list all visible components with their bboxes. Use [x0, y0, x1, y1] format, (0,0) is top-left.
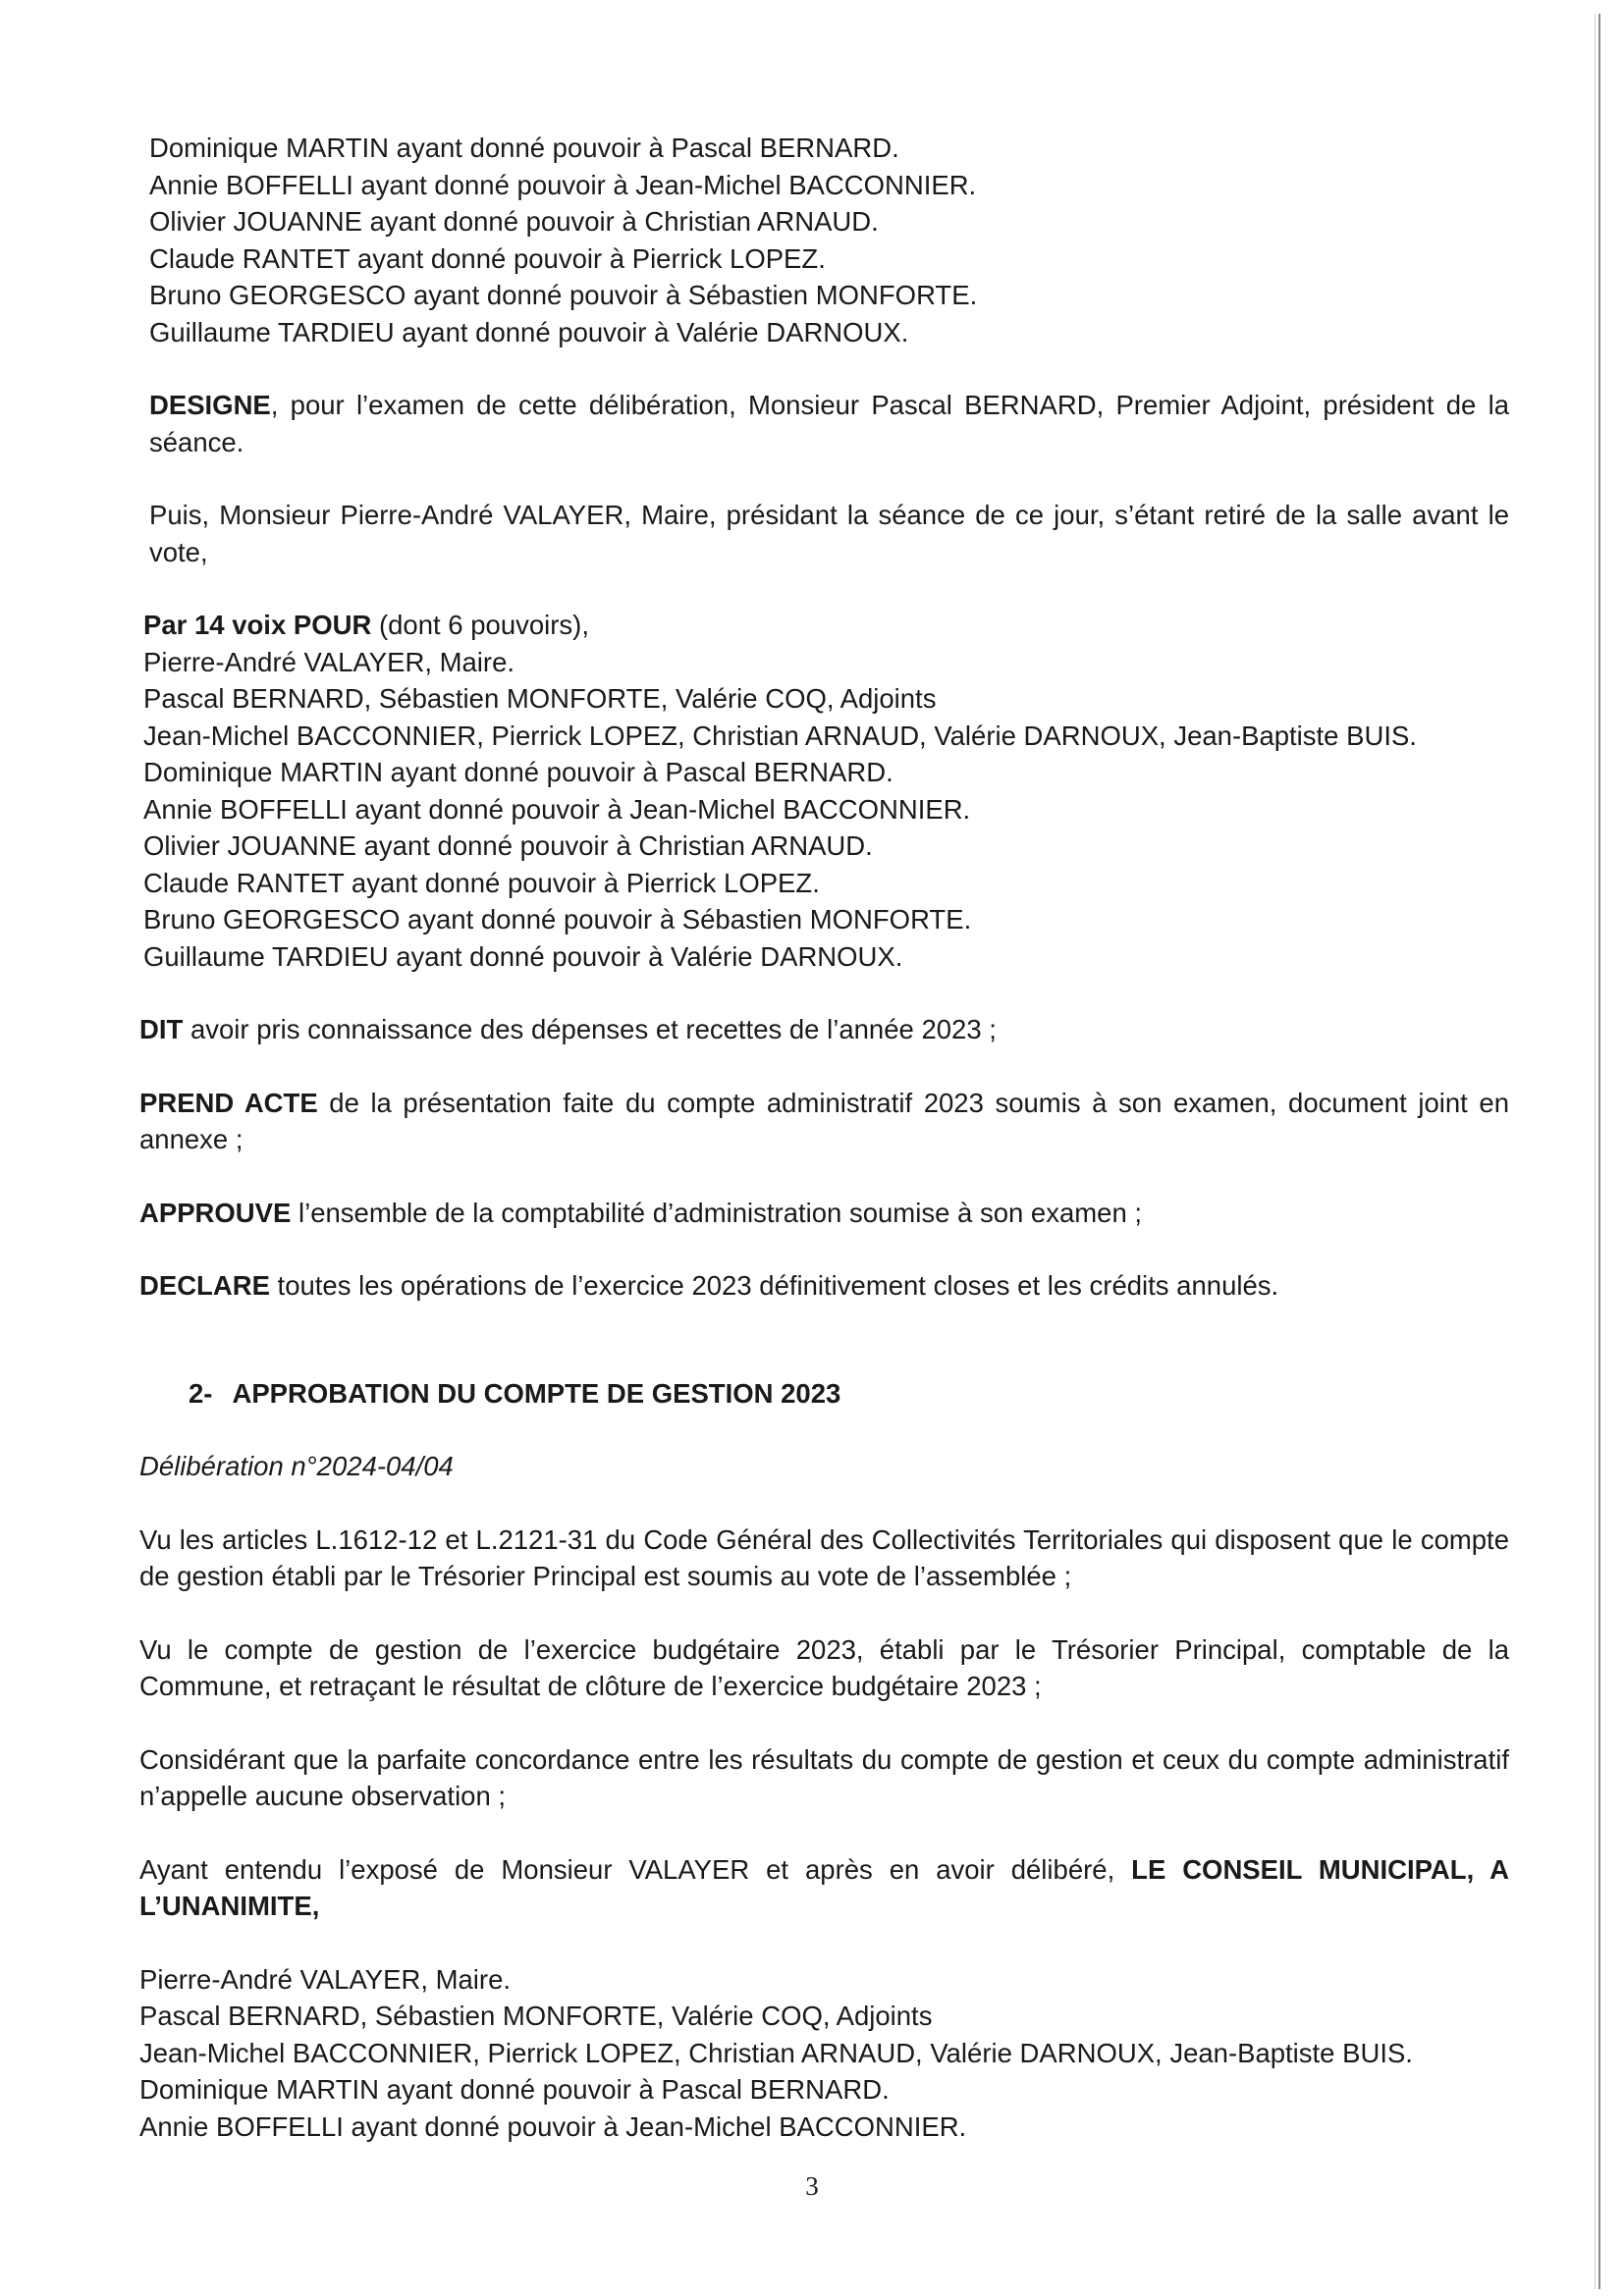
designe-paragraph [139, 387, 1509, 460]
voter-line: Pierre-André VALAYER, Maire. [143, 646, 515, 677]
considerant-paragraph: Considérant que la parfaite concordance entre les résultats du compte de gestion et ceux du compte administratif n’appelle aucune observation ; [139, 1743, 1509, 1811]
voter-line: Annie BOFFELLI ayant donné pouvoir à Jean-Michel BACCONNIER. [143, 793, 971, 825]
dit-keyword: DIT [139, 1014, 184, 1044]
voter-line: Jean-Michel BACCONNIER, Pierrick LOPEZ, Christian ARNAUD, Valérie DARNOUX, Jean-Baptiste BUIS. [143, 720, 1417, 751]
section-heading [139, 1375, 1509, 1413]
voter-line: Bruno GEORGESCO ayant donné pouvoir à Sébastien MONFORTE. [143, 904, 972, 934]
voter-line: Claude RANTET ayant donné pouvoir à Pierrick LOPEZ. [143, 867, 820, 898]
vu-compte-paragraph: Vu le compte de gestion de l’exercice budgétaire 2023, établi par le Trésorier Principal, comptable de la Commune, et retraçant le résultat de clôture de l’exercice budgétaire 2023 ; [139, 1633, 1509, 1701]
vote-block-2 [139, 1961, 1509, 2146]
proxy-line: Claude RANTET ayant donné pouvoir à Pierrick LOPEZ. [149, 242, 826, 274]
voter-line: Pierre-André VALAYER, Maire. [139, 1963, 512, 1995]
proxy-line: Guillaume TARDIEU ayant donné pouvoir à Valérie DARNOUX. [149, 316, 909, 347]
declare-paragraph [139, 1267, 1509, 1305]
voter-line: Olivier JOUANNE ayant donné pouvoir à Christian ARNAUD. [143, 830, 873, 861]
voter-line: Pascal BERNARD, Sébastien MONFORTE, Valérie COQ, Adjoints [139, 2001, 933, 2031]
dit-text: avoir pris connaissance des dépenses et recettes de l’année 2023 ; [183, 1014, 997, 1044]
ayant-entendu-paragraph [139, 1851, 1509, 1925]
declare-text: toutes les opérations de l’exercice 2023 définitivement closes et les crédits annulés. [269, 1270, 1279, 1301]
vote-count-line [143, 607, 1509, 644]
vote-block-1 [139, 607, 1509, 975]
scan-edge-line [1598, 14, 1600, 2289]
ayant-entendu-text: Ayant entendu l’exposé de Monsieur VALAYER et après en avoir délibéré, [139, 1853, 1132, 1885]
proxy-list-top [139, 130, 1509, 350]
section-number: 2- [189, 1377, 213, 1409]
proxy-line: Annie BOFFELLI ayant donné pouvoir à Jean-Michel BACCONNIER. [149, 169, 977, 200]
page-number: 3 [805, 2171, 819, 2201]
proxy-line: Dominique MARTIN ayant donné pouvoir à Pascal BERNARD. [149, 133, 899, 163]
vote-count-bold: Par 14 voix POUR [143, 610, 372, 640]
prend-acte-keyword: PREND ACTE [139, 1087, 318, 1118]
scan-edge-shadow [1595, 14, 1596, 2289]
approuve-paragraph [139, 1195, 1509, 1232]
approuve-keyword: APPROUVE [139, 1197, 292, 1228]
vote-count-rest: (dont 6 pouvoirs), [371, 610, 589, 640]
dit-paragraph [139, 1011, 1509, 1048]
prend-acte-text: de la présentation faite du compte administratif 2023 soumis à son examen, document joint en annexe ; [139, 1087, 1509, 1154]
section-title: APPROBATION DU COMPTE DE GESTION 2023 [232, 1377, 841, 1409]
proxy-line: Bruno GEORGESCO ayant donné pouvoir à Sébastien MONFORTE. [149, 280, 978, 310]
prend-acte-paragraph [139, 1085, 1509, 1158]
puis-paragraph: Puis, Monsieur Pierre-André VALAYER, Maire, présidant la séance de ce jour, s’étant retiré de la salle avant le vote, [149, 500, 1509, 567]
voter-line: Pascal BERNARD, Sébastien MONFORTE, Valérie COQ, Adjoints [143, 683, 937, 714]
voter-line: Dominique MARTIN ayant donné pouvoir à Pascal BERNARD. [143, 757, 893, 787]
voter-line: Jean-Michel BACCONNIER, Pierrick LOPEZ, Christian ARNAUD, Valérie DARNOUX, Jean-Baptiste BUIS. [139, 2037, 1413, 2068]
page-content [139, 130, 1509, 2145]
voter-line: Dominique MARTIN ayant donné pouvoir à Pascal BERNARD. [139, 2074, 890, 2105]
proxy-line: Olivier JOUANNE ayant donné pouvoir à Christian ARNAUD. [149, 206, 879, 237]
vu-articles-paragraph: Vu les articles L.1612-12 et L.2121-31 du Code Général des Collectivités Territoriales qui disposent que le compte de gestion établi par le Trésorier Principal est soumis au vote de l’assemblée ; [139, 1523, 1509, 1591]
designe-text: , pour l’examen de cette délibération, Monsieur Pascal BERNARD, Premier Adjoint, président de la séance. [149, 390, 1509, 457]
declare-keyword: DECLARE [139, 1270, 270, 1301]
voter-line: Annie BOFFELLI ayant donné pouvoir à Jean-Michel BACCONNIER. [139, 2110, 967, 2142]
conseil-decision: LE CONSEIL MUNICIPAL, A L’UNANIMITE, [139, 1853, 1509, 1921]
designe-keyword: DESIGNE [149, 390, 271, 420]
approuve-text: l’ensemble de la comptabilité d’administration soumise à son examen ; [291, 1197, 1143, 1228]
voter-line: Guillaume TARDIEU ayant donné pouvoir à Valérie DARNOUX. [143, 940, 903, 972]
deliberation-reference: Délibération n°2024-04/04 [139, 1451, 454, 1481]
